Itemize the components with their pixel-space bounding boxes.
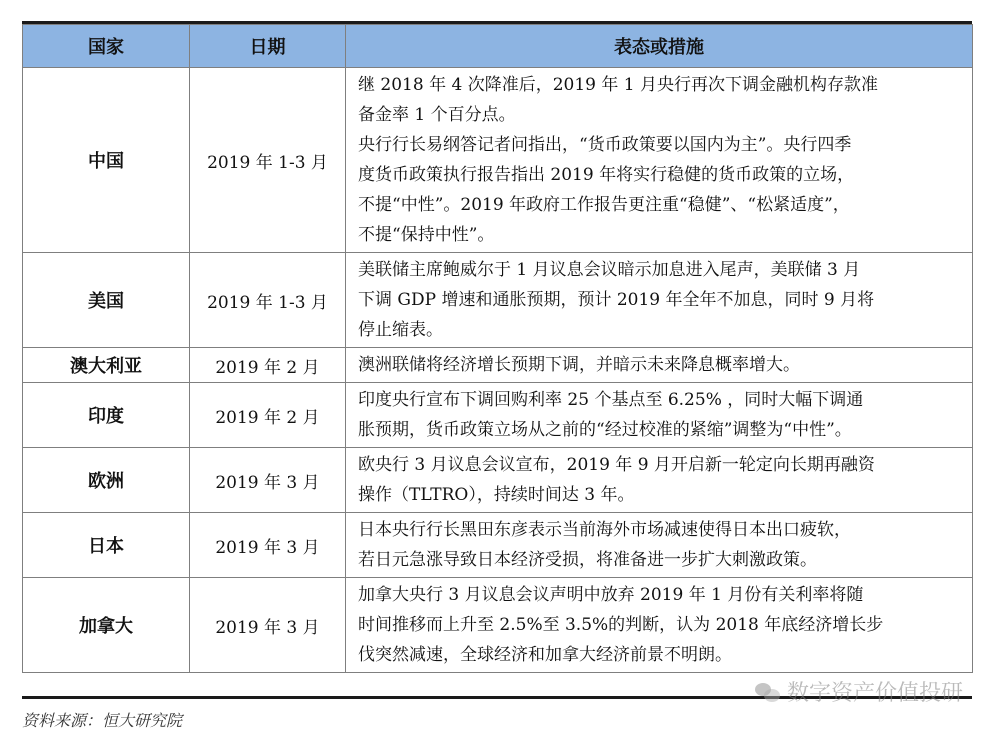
measure-line: 伐突然减速，全球经济和加拿大经济前景不明朗。 <box>358 645 732 665</box>
measures-cell <box>346 348 973 383</box>
date-cell: 2019 年 2 月 <box>190 348 346 383</box>
measure-line: 度货币政策执行报告指出 2019 年将实行稳健的货币政策的立场， <box>358 165 855 185</box>
country-cell: 加拿大 <box>23 578 190 673</box>
table-row <box>23 578 973 673</box>
measure-line: 美联储主席鲍威尔于 1 月议息会议暗示加息进入尾声，美联储 3 月 <box>358 260 861 280</box>
measure-line: 加拿大央行 3 月议息会议声明中放弃 2019 年 1 月份有关利率将随 <box>358 585 864 605</box>
date-cell: 2019 年 1-3 月 <box>190 68 346 253</box>
policy-table <box>22 24 973 673</box>
table-row <box>23 253 973 348</box>
source-note: 资料来源：恒大研究院 <box>22 711 183 730</box>
measure-line: 不提“保持中性”。 <box>358 225 495 245</box>
measures-cell <box>346 578 973 673</box>
measure-line: 停止缩表。 <box>358 320 443 340</box>
measure-line: 央行行长易纲答记者问指出，“货币政策要以国内为主”。央行四季 <box>358 135 852 155</box>
measure-line: 操作（TLTRO），持续时间达 3 年。 <box>358 485 635 505</box>
table-header-row <box>23 25 973 68</box>
table-row <box>23 448 973 513</box>
country-cell: 欧洲 <box>23 448 190 513</box>
measures-cell <box>346 513 973 578</box>
measures-cell <box>346 253 973 348</box>
measure-line: 胀预期，货币政策立场从之前的“经过校准的紧缩”调整为“中性”。 <box>358 420 852 440</box>
measure-line: 澳洲联储将经济增长预期下调，并暗示未来降息概率增大。 <box>358 355 800 375</box>
country-cell: 中国 <box>23 68 190 253</box>
watermark <box>755 676 963 707</box>
header-measures: 表态或措施 <box>346 25 973 68</box>
measure-line: 时间推移而上升至 2.5%至 3.5%的判断，认为 2018 年底经济增长步 <box>358 615 884 635</box>
measure-line: 欧央行 3 月议息会议宣布，2019 年 9 月开启新一轮定向长期再融资 <box>358 455 875 475</box>
measures-cell <box>346 383 973 448</box>
table-row <box>23 513 973 578</box>
measure-line: 继 2018 年 4 次降准后，2019 年 1 月央行再次下调金融机构存款准 <box>358 75 878 95</box>
wechat-icon <box>755 681 781 703</box>
date-cell: 2019 年 3 月 <box>190 448 346 513</box>
date-cell: 2019 年 3 月 <box>190 513 346 578</box>
table-row <box>23 348 973 383</box>
table-row <box>23 383 973 448</box>
date-cell: 2019 年 1-3 月 <box>190 253 346 348</box>
measures-cell <box>346 68 973 253</box>
country-cell: 澳大利亚 <box>23 348 190 383</box>
measures-cell <box>346 448 973 513</box>
measure-line: 印度央行宣布下调回购利率 25 个基点至 6.25% ，同时大幅下调通 <box>358 390 864 410</box>
date-cell: 2019 年 3 月 <box>190 578 346 673</box>
header-country: 国家 <box>23 25 190 68</box>
measure-line: 备金率 1 个百分点。 <box>358 105 516 125</box>
measure-line: 不提“中性”。2019 年政府工作报告更注重“稳健”、“松紧适度”， <box>358 195 850 215</box>
measure-line: 日本央行行长黑田东彦表示当前海外市场减速使得日本出口疲软， <box>358 520 851 540</box>
country-cell: 日本 <box>23 513 190 578</box>
table-row <box>23 68 973 253</box>
measure-line: 下调 GDP 增速和通胀预期，预计 2019 年全年不加息，同时 9 月将 <box>358 290 875 310</box>
header-date: 日期 <box>190 25 346 68</box>
measure-line: 若日元急涨导致日本经济受损，将准备进一步扩大刺激政策。 <box>358 550 817 570</box>
country-cell: 美国 <box>23 253 190 348</box>
country-cell: 印度 <box>23 383 190 448</box>
watermark-text: 数字资产价值投研 <box>786 681 963 706</box>
date-cell: 2019 年 2 月 <box>190 383 346 448</box>
